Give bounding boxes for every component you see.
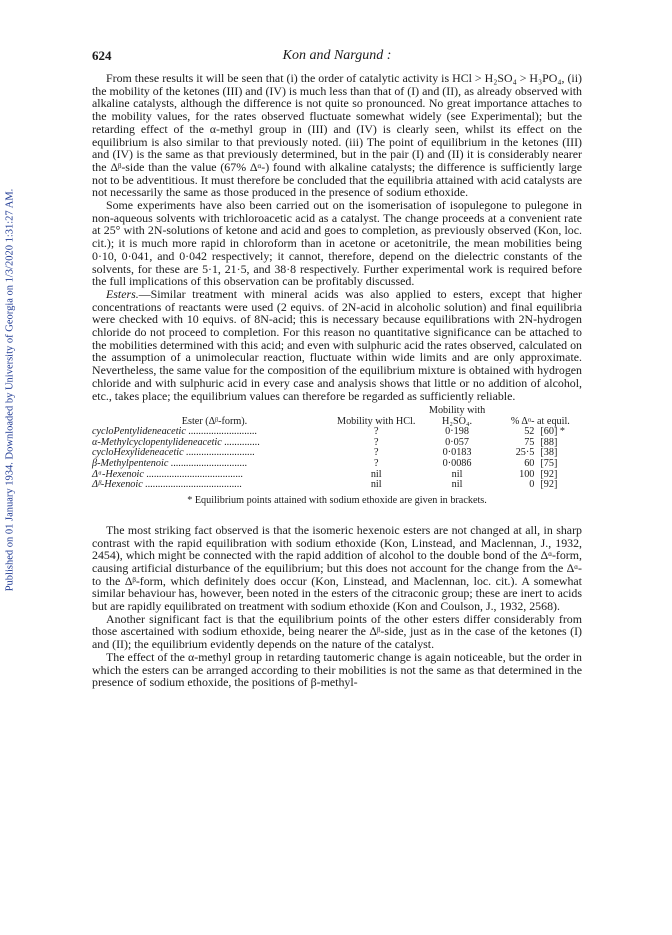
equil-percent-cell: 0 [529, 479, 535, 491]
equil-percent-cell: 75 [524, 436, 535, 448]
esters-paragraph [92, 288, 582, 402]
equil-percent-cell: 60 [524, 458, 535, 470]
ester-name-cell: Δᵅ-Hexenoic ...................................... [92, 468, 244, 480]
equil-bracket-cell: [75] [540, 458, 558, 470]
mobility-hcl-cell: ? [373, 458, 379, 470]
mobility-h2so4-cell: 0·0086 [442, 458, 472, 470]
equil-bracket-cell: [60] * [540, 426, 566, 438]
esters-lead: Esters. [106, 286, 139, 301]
table-footnote: * Equilibrium points attained with sodium ethoxide are given in brackets. [187, 494, 487, 506]
column-header-equil: % Δᵅ- at equil. [510, 416, 570, 428]
ester-name-cell: cycloPentylideneacetic ........................... [92, 426, 258, 438]
column-header-hcl: Mobility with HCl. [337, 416, 416, 428]
equil-bracket-cell: [92] [540, 479, 558, 491]
equil-bracket-cell: [88] [540, 436, 558, 448]
equil-percent-cell: 100 [519, 468, 535, 480]
equil-bracket-cell: [92] [540, 468, 558, 480]
mobility-h2so4-cell: 0·057 [445, 436, 469, 448]
column-header-h2so4: Mobility with H₂SO₄. [428, 405, 486, 428]
esters-text: —Similar treatment with mineral acids was also applied to esters, except that higher concentrations of reactants were used (2 equivs. of 2N-acid in alcoholic solution) and final equilibria were checked with 10 equivs. of 8N-acid; this is necessary because equilibrations with 2N-hydrogen chloride do not proceed to completion. For this reason no quantitative significance can be attached to the mobilities determined with this acid; and even with sulphuric acid the rates observed, calculated on the assumption of a unimolecular reaction, fluctuate within wide limits and are only approximate. Nevertheless, the same value for the composition of the equilibrium mixture is obtained with hydrogen chloride and with sulphuric acid in every case and analysis shows that little or no addition of alcohol, etc., takes place; the equilibrium values can therefore be regarded as sufficiently reliable. [92, 286, 582, 403]
mobility-h2so4-cell: 0·0183 [442, 447, 472, 459]
mobility-hcl-cell: ? [373, 447, 379, 459]
paragraph: The most striking fact observed is that the isomeric hexenoic esters are not changed at all, in sharp contrast with the rapid equilibration with sodium ethoxide (Kon, Linstead, and Maclennan, J., 1932, 2454), which might be connected with the rapid addition of alcohol to the double bond of the Δᵅ-form, causing artificial disturbance of the equilibrium; but this does not account for the change from the Δᵅ- to the Δᵝ-form, which definitely does occur (Kon, Linstead, and Maclennan, loc. cit.). A somewhat similar behaviour has, however, been noted in the esters of the citraconic group; these are inert to acids but are rapidly equilibrated on treatment with sodium ethoxide (Kon and Coulson, J., 1932, 2568). [92, 522, 582, 614]
mobility-h2so4-cell: nil [451, 468, 463, 480]
page-number: 624 [92, 48, 112, 63]
equil-percent-cell: 25·5 [515, 447, 535, 459]
page-header [92, 48, 582, 64]
column-header-ester: Ester (Δᵝ-form). [181, 416, 248, 428]
ester-name-cell: β-Methylpentenoic .............................. [92, 458, 248, 470]
table-body [92, 427, 582, 491]
ester-name-cell: α-Methylcyclopentylideneacetic .............. [92, 436, 260, 448]
ester-name-cell: Δᵝ-Hexenoic ...................................... [92, 479, 243, 491]
equil-bracket-cell: [38] [540, 447, 558, 459]
mobility-h2so4-cell: nil [451, 479, 463, 491]
paragraph: The effect of the α-methyl group in retarding tautomeric change is again noticeable, but the order in which the esters can be arranged according to their mobilities is not the same as that determined in the presence of sodium ethoxide, the positions of β-methyl- [92, 649, 582, 690]
paragraph: Another significant fact is that the equilibrium points of the other esters differ considerably from those ascertained with sodium ethoxide, being nearer the Δᵝ-side, just as in the case of the ketones (I) and (II); the equilibrium evidently depends on the nature of the catalyst. [92, 611, 582, 652]
paragraph: Some experiments have also been carried out on the isomerisation of isopulegone to pulegone in non-aqueous solvents with trichloroacetic acid as a catalyst. The change proceeds at a convenient rate at 25° with 2N-solutions of ketone and acid and goes to completion, as previously observed (Kon, loc. cit.); it is much more rapid in chloroform than in acetone or acetonitrile, the mean mobilities being 0·10, 0·041, and 0·042 respectively; it cannot, therefore, depend on the dielectric constants of the solvents, for these are 5·1, 21·5, and 38·8 respectively. Further experimental work is required before the full implications of this observation can be profitably discussed. [92, 198, 582, 289]
download-notice: Published on 01 January 1934. Downloaded by University of Georgia on 1/3/2020 1:31:27 AM. [4, 188, 16, 592]
paragraph: From these results it will be seen that (i) the order of catalytic activity is HCl > H₂SO₄ > H₃PO₄, (ii) the mobility of the ketones (III) and (IV) is much less than that of (I) and (II), as already observed with alkaline catalysts, although the difference is not quite so pronounced. No great importance attaches to the mobility values, for the rates observed fluctuate somewhat widely (see Experimental); but the retarding effect of the α-methyl group in (III) and (IV) is clearly seen, whilst its effect on the equilibrium is also similar to that previously noted. (iii) The point of equilibrium in the ketones (III) and (IV) is the same as that previously determined, but in the pair (I) and (II) it is considerably nearer the Δᵝ-side than the value (67% Δᵅ-) found with alkaline catalysts; the difference is sufficiently large not to be adventitious. It must therefore be concluded that the equilibria attained with acid catalysts are not necessarily the same as those produced in the presence of sodium ethoxide. [92, 71, 582, 200]
table-row [92, 480, 582, 491]
mobility-hcl-cell: ? [373, 426, 379, 438]
page-body [92, 72, 582, 689]
download-watermark [3, 160, 17, 620]
mobility-hcl-cell: ? [373, 436, 379, 448]
esters-table [92, 405, 582, 491]
mobility-hcl-cell: nil [370, 479, 382, 491]
ester-name-cell: cycloHexylideneacetic ........................... [92, 447, 255, 459]
mobility-hcl-cell: nil [370, 468, 382, 480]
running-title: Kon and Nargund : [282, 48, 392, 63]
equil-percent-cell: 52 [524, 426, 535, 438]
mobility-h2so4-cell: 0·198 [445, 426, 469, 438]
table-header-row [92, 405, 582, 427]
